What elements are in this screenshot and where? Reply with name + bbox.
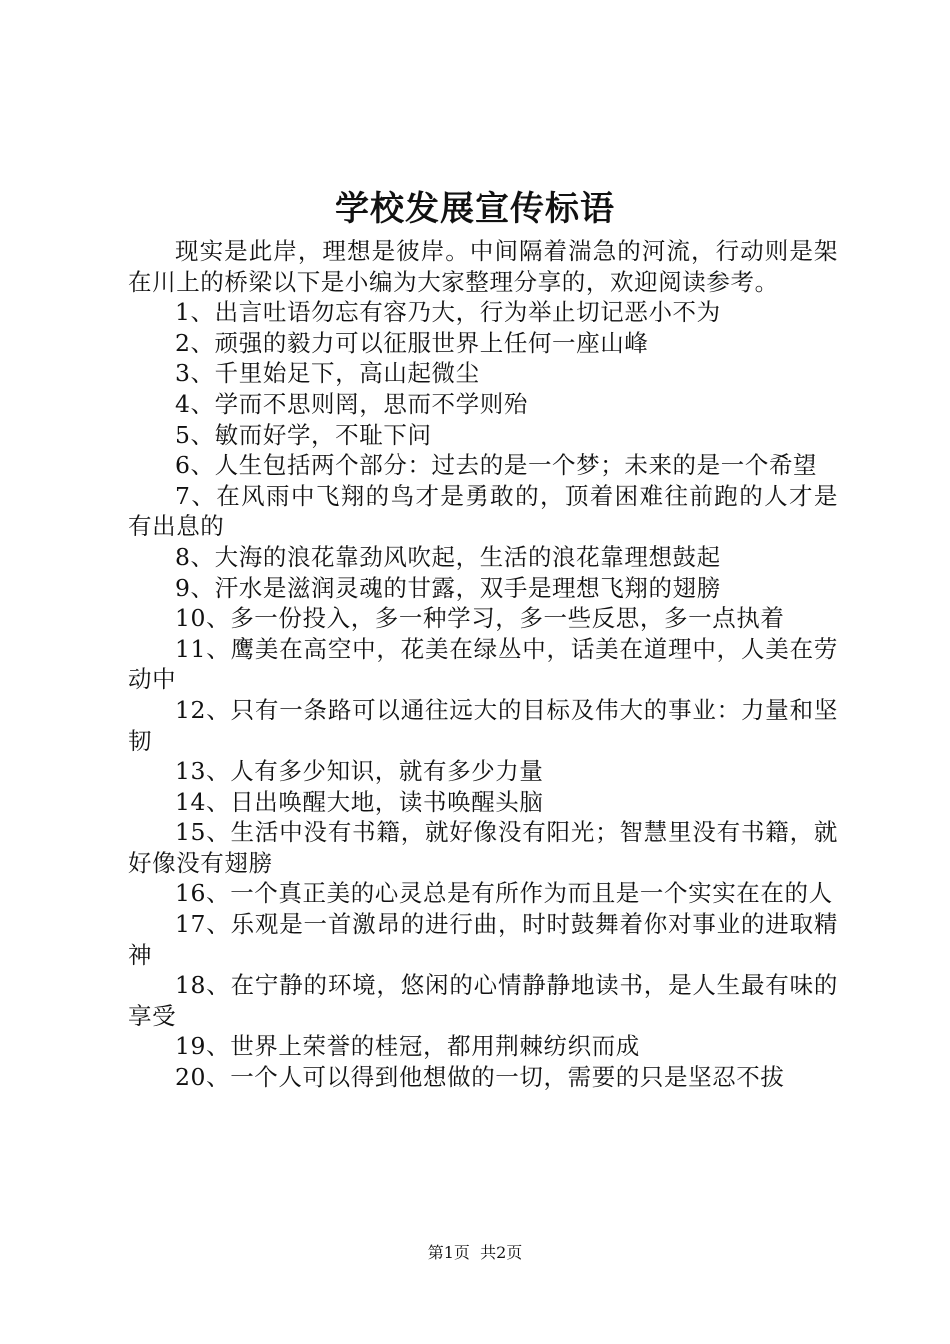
- slogan-item: 3、千里始足下，高山起微尘: [175, 359, 480, 388]
- slogan-item: 2、顽强的毅力可以征服世界上任何一座山峰: [175, 328, 649, 357]
- slogan-item: 16、一个真正美的心灵总是有所作为而且是一个实实在在的人: [175, 879, 833, 908]
- intro-paragraph: 现实是此岸，理想是彼岸。中间隔着湍急的河流，行动则是架在川上的桥梁以下是小编为大家整理分享的，欢迎阅读参考。: [128, 237, 838, 296]
- document-body: [128, 236, 838, 1093]
- slogan-item: 11、鹰美在高空中，花美在绿丛中，话美在道理中，人美在劳动中: [128, 634, 838, 694]
- slogan-item: 13、人有多少知识，就有多少力量: [175, 757, 544, 786]
- slogan-item: 9、汗水是滋润灵魂的甘露，双手是理想飞翔的翅膀: [175, 573, 721, 602]
- slogan-item: 7、在风雨中飞翔的鸟才是勇敢的，顶着困难往前跑的人才是有出息的: [128, 481, 838, 541]
- slogan-item: 1、出言吐语勿忘有容乃大，行为举止切记恶小不为: [175, 298, 721, 327]
- slogan-item: 8、大海的浪花靠劲风吹起，生活的浪花靠理想鼓起: [175, 542, 721, 571]
- slogan-item: 17、乐观是一首激昂的进行曲，时时鼓舞着你对事业的进取精神: [128, 910, 838, 969]
- slogan-item: 15、生活中没有书籍，就好像没有阳光；智慧里没有书籍，就好像没有翅膀: [128, 818, 838, 877]
- slogan-item: 19、世界上荣誉的桂冠，都用荆棘纺织而成: [175, 1032, 640, 1061]
- slogan-item: 12、只有一条路可以通往远大的目标及伟大的事业：力量和坚韧: [128, 695, 838, 755]
- slogan-item: 10、多一份投入，多一种学习，多一些反思，多一点执着: [175, 604, 785, 633]
- page-number: 第1页 共2页: [427, 1243, 523, 1262]
- slogan-item: 18、在宁静的环境，悠闲的心情静静地读书，是人生最有味的享受: [128, 971, 838, 1030]
- slogan-item: 4、学而不思则罔，思而不学则殆: [175, 389, 528, 418]
- document-title: 学校发展宣传标语: [335, 189, 615, 229]
- slogan-item: 14、日出唤醒大地，读书唤醒头脑: [175, 787, 544, 816]
- slogan-item: 20、一个人可以得到他想做的一切，需要的只是坚忍不拔: [175, 1063, 785, 1092]
- slogan-item: 6、人生包括两个部分：过去的是一个梦；未来的是一个希望: [175, 451, 818, 480]
- page-footer: [0, 1242, 950, 1264]
- slogan-item: 5、敏而好学，不耻下问: [175, 420, 432, 449]
